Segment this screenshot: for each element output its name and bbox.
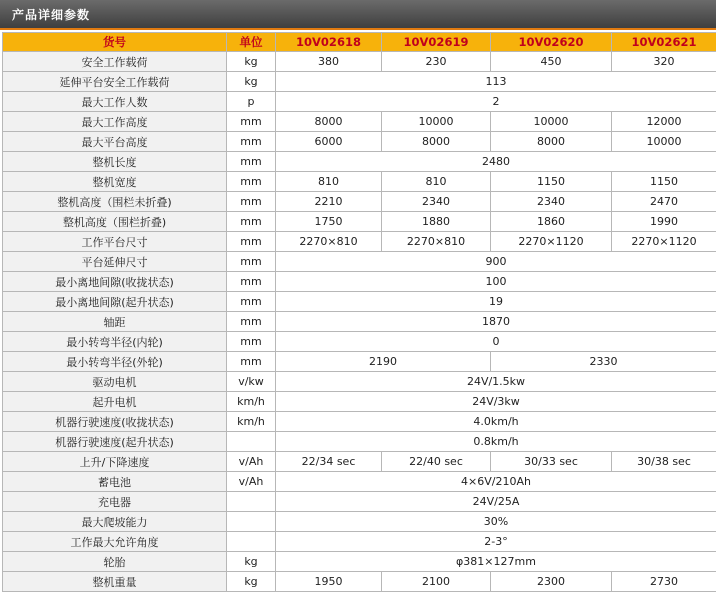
row-unit: mm [227,312,276,332]
table-row [3,432,716,452]
header-cell-unit: 单位 [227,33,276,52]
table-row [3,412,716,432]
row-label: 整机长度 [3,152,227,172]
row-value: 22/34 sec [276,452,382,472]
table-row [3,332,716,352]
row-label: 整机高度（围栏未折叠) [3,192,227,212]
row-label: 最大平台高度 [3,132,227,152]
header-cell-item: 货号 [3,33,227,52]
row-unit: mm [227,292,276,312]
row-label: 工作最大允许角度 [3,532,227,552]
row-value: 22/40 sec [382,452,491,472]
table-row [3,452,716,472]
table-row [3,272,716,292]
row-label: 驱动电机 [3,372,227,392]
row-unit [227,492,276,512]
row-value: 2-3° [276,532,716,552]
row-value: 2270×1120 [612,232,716,252]
row-label: 最大工作人数 [3,92,227,112]
header-cell-model: 10V02619 [382,33,491,52]
row-label: 整机高度（围栏折叠) [3,212,227,232]
row-value: 230 [382,52,491,72]
row-value: 2 [276,92,716,112]
row-label: 延伸平台安全工作载荷 [3,72,227,92]
row-value: 810 [382,172,491,192]
row-unit: mm [227,332,276,352]
header-cell-model: 10V02620 [491,33,612,52]
row-value: 2330 [491,352,716,372]
row-value: 2480 [276,152,716,172]
row-unit: mm [227,192,276,212]
row-value: 8000 [276,112,382,132]
table-row [3,252,716,272]
table-row [3,372,716,392]
row-label: 起升电机 [3,392,227,412]
row-unit: mm [227,252,276,272]
row-value: 30/38 sec [612,452,716,472]
table-row [3,152,716,172]
row-value: 1150 [491,172,612,192]
row-unit: kg [227,572,276,592]
row-value: 10000 [491,112,612,132]
row-unit: mm [227,132,276,152]
spec-table [2,32,716,592]
row-value: 380 [276,52,382,72]
row-value: 1150 [612,172,716,192]
row-value: 2730 [612,572,716,592]
row-unit: kg [227,552,276,572]
row-label: 工作平台尺寸 [3,232,227,252]
row-value: 2470 [612,192,716,212]
header-cell-model: 10V02621 [612,33,716,52]
table-row [3,112,716,132]
row-value: 24V/25A [276,492,716,512]
row-label: 最大工作高度 [3,112,227,132]
section-title-bar [0,0,716,30]
row-label: 充电器 [3,492,227,512]
row-unit: mm [227,232,276,252]
row-value: 1860 [491,212,612,232]
row-value: 24V/1.5kw [276,372,716,392]
row-label: 最小离地间隙(收拢状态) [3,272,227,292]
table-row [3,192,716,212]
row-value: 900 [276,252,716,272]
row-value: 4.0km/h [276,412,716,432]
row-value: 320 [612,52,716,72]
row-value: 113 [276,72,716,92]
row-value: 8000 [491,132,612,152]
row-label: 轮胎 [3,552,227,572]
table-row [3,532,716,552]
table-row [3,512,716,532]
table-row [3,492,716,512]
table-row [3,392,716,412]
row-label: 机器行驶速度(起升状态) [3,432,227,452]
row-unit: mm [227,172,276,192]
row-value: φ381×127mm [276,552,716,572]
table-row [3,352,716,372]
row-value: 8000 [382,132,491,152]
table-row [3,312,716,332]
row-value: 30/33 sec [491,452,612,472]
row-value: 12000 [612,112,716,132]
table-header-row [3,33,716,52]
row-value: 1990 [612,212,716,232]
row-unit: km/h [227,412,276,432]
row-value: 10000 [612,132,716,152]
row-label: 轴距 [3,312,227,332]
row-value: 450 [491,52,612,72]
row-value: 19 [276,292,716,312]
row-value: 2270×810 [276,232,382,252]
row-value: 1950 [276,572,382,592]
row-unit: km/h [227,392,276,412]
table-row [3,132,716,152]
table-row [3,232,716,252]
row-label: 整机重量 [3,572,227,592]
row-unit: v/Ah [227,472,276,492]
row-value: 1750 [276,212,382,232]
row-unit: p [227,92,276,112]
row-unit: mm [227,272,276,292]
row-unit: v/Ah [227,452,276,472]
row-value: 100 [276,272,716,292]
row-value: 0.8km/h [276,432,716,452]
row-label: 上升/下降速度 [3,452,227,472]
row-unit: v/kw [227,372,276,392]
row-value: 2340 [491,192,612,212]
row-label: 平台延伸尺寸 [3,252,227,272]
row-unit: kg [227,52,276,72]
row-unit [227,512,276,532]
table-row [3,52,716,72]
table-row [3,212,716,232]
row-value: 2270×810 [382,232,491,252]
row-value: 2210 [276,192,382,212]
row-value: 2100 [382,572,491,592]
row-label: 安全工作载荷 [3,52,227,72]
row-value: 1880 [382,212,491,232]
row-unit: mm [227,112,276,132]
row-value: 10000 [382,112,491,132]
table-row [3,572,716,592]
row-value: 0 [276,332,716,352]
row-value: 2270×1120 [491,232,612,252]
row-unit [227,432,276,452]
table-row [3,552,716,572]
row-value: 30% [276,512,716,532]
header-cell-model: 10V02618 [276,33,382,52]
row-label: 最小转弯半径(内轮) [3,332,227,352]
row-unit: mm [227,352,276,372]
table-row [3,72,716,92]
table-row [3,172,716,192]
row-label: 蓄电池 [3,472,227,492]
table-row [3,92,716,112]
row-value: 2190 [276,352,491,372]
row-label: 最小离地间隙(起升状态) [3,292,227,312]
row-unit: mm [227,212,276,232]
row-unit [227,532,276,552]
row-label: 机器行驶速度(收拢状态) [3,412,227,432]
row-label: 最小转弯半径(外轮) [3,352,227,372]
section-title: 产品详细参数 [12,6,90,23]
row-label: 整机宽度 [3,172,227,192]
row-value: 1870 [276,312,716,332]
row-value: 24V/3kw [276,392,716,412]
row-label: 最大爬坡能力 [3,512,227,532]
row-unit: kg [227,72,276,92]
table-row [3,292,716,312]
row-value: 2300 [491,572,612,592]
row-value: 810 [276,172,382,192]
table-row [3,472,716,492]
row-value: 4×6V/210Ah [276,472,716,492]
row-value: 2340 [382,192,491,212]
row-value: 6000 [276,132,382,152]
row-unit: mm [227,152,276,172]
